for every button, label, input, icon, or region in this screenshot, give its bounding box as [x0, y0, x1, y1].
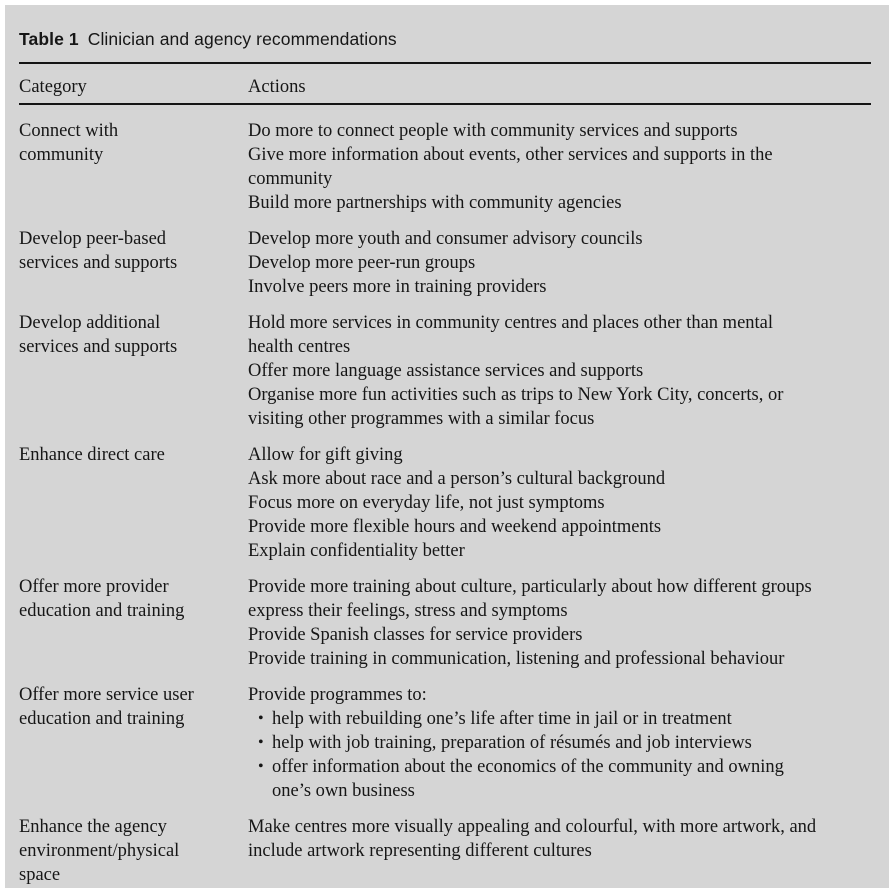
action-line: Provide programmes to: [248, 685, 427, 705]
category-line: Develop additional [19, 313, 161, 333]
action-line: Provide training in communication, listening and professional behaviour [248, 649, 785, 669]
action-item [248, 623, 871, 647]
action-line: • offer information about the economics of the community and owning [272, 757, 784, 777]
action-item [248, 191, 871, 215]
action-line: Allow for gift giving [248, 445, 403, 465]
action-line: Develop more peer-run groups [248, 253, 476, 273]
action-item [248, 251, 871, 275]
action-item [248, 275, 871, 299]
table-row [19, 119, 871, 215]
top-rule [19, 62, 871, 64]
action-line: Make centres more visually appealing and colourful, with more artwork, and [248, 817, 817, 837]
table-row [19, 575, 871, 671]
action-line: Provide more flexible hours and weekend appointments [248, 517, 662, 537]
action-line: Organise more fun activities such as trips to New York City, concerts, or [248, 385, 784, 405]
column-header-actions: Actions [248, 77, 306, 97]
category-cell [19, 227, 199, 299]
action-line: Involve peers more in training providers [248, 277, 547, 297]
action-line: Provide Spanish classes for service providers [248, 625, 583, 645]
action-line: one’s own business [272, 781, 415, 801]
category-line: space [19, 865, 61, 885]
category-cell [19, 443, 199, 563]
table-row [19, 683, 871, 803]
actions-cell [248, 311, 871, 431]
table-row [19, 311, 871, 431]
action-bullet-item [248, 755, 871, 803]
action-line: Do more to connect people with community services and supports [248, 121, 738, 141]
category-line: Connect with [19, 121, 119, 141]
actions-cell [248, 683, 871, 803]
category-line: services and supports [19, 337, 178, 357]
action-item [248, 311, 871, 359]
action-line: Build more partnerships with community agencies [248, 193, 622, 213]
action-item [248, 227, 871, 251]
action-item [248, 143, 871, 191]
column-header-category: Category [19, 77, 87, 97]
category-cell [19, 119, 199, 215]
table-row [19, 815, 871, 887]
action-line: include artwork representing different cultures [248, 841, 592, 861]
category-line: Enhance direct care [19, 445, 165, 465]
table-number: Table 1 [19, 29, 79, 49]
table-title: Clinician and agency recommendations [87, 29, 397, 49]
category-line: education and training [19, 709, 185, 729]
action-item [248, 647, 871, 671]
actions-cell [248, 815, 871, 887]
action-line: health centres [248, 337, 351, 357]
action-line: Focus more on everyday life, not just symptoms [248, 493, 605, 513]
action-bullet-item [248, 731, 871, 755]
action-item [248, 491, 871, 515]
actions-cell [248, 227, 871, 299]
category-cell [19, 311, 199, 431]
action-item [248, 683, 871, 707]
header-rule [19, 103, 871, 105]
table-figure [5, 5, 889, 888]
action-line: Provide more training about culture, particularly about how different groups [248, 577, 812, 597]
table-row [19, 443, 871, 563]
table-caption [19, 28, 871, 50]
action-line: Develop more youth and consumer advisory councils [248, 229, 643, 249]
action-line: • help with job training, preparation of résumés and job interviews [272, 733, 752, 753]
action-bullet-item [248, 707, 871, 731]
table-body [19, 119, 871, 887]
category-cell [19, 815, 199, 887]
action-line: Ask more about race and a person’s cultural background [248, 469, 666, 489]
action-item [248, 539, 871, 563]
actions-cell [248, 443, 871, 563]
action-item [248, 815, 871, 863]
action-line: visiting other programmes with a similar focus [248, 409, 595, 429]
category-cell [19, 575, 199, 671]
action-item [248, 359, 871, 383]
action-item [248, 443, 871, 467]
action-line: Explain confidentiality better [248, 541, 465, 561]
action-line: Give more information about events, other services and supports in the [248, 145, 773, 165]
category-line: services and supports [19, 253, 178, 273]
action-line: community [248, 169, 333, 189]
action-line: Hold more services in community centres and places other than mental [248, 313, 774, 333]
action-item [248, 467, 871, 491]
category-line: community [19, 145, 104, 165]
table-header-row [19, 75, 871, 99]
category-line: education and training [19, 601, 185, 621]
actions-cell [248, 119, 871, 215]
table-row [19, 227, 871, 299]
action-line: express their feelings, stress and symptoms [248, 601, 568, 621]
action-item [248, 383, 871, 431]
category-line: Offer more service user [19, 685, 194, 705]
category-cell [19, 683, 199, 803]
action-item [248, 575, 871, 623]
action-item [248, 119, 871, 143]
actions-cell [248, 575, 871, 671]
action-item [248, 515, 871, 539]
action-line: Offer more language assistance services and supports [248, 361, 644, 381]
action-line: • help with rebuilding one’s life after time in jail or in treatment [272, 709, 732, 729]
category-line: environment/physical [19, 841, 180, 861]
category-line: Develop peer-based [19, 229, 167, 249]
category-line: Enhance the agency [19, 817, 167, 837]
category-line: Offer more provider [19, 577, 169, 597]
